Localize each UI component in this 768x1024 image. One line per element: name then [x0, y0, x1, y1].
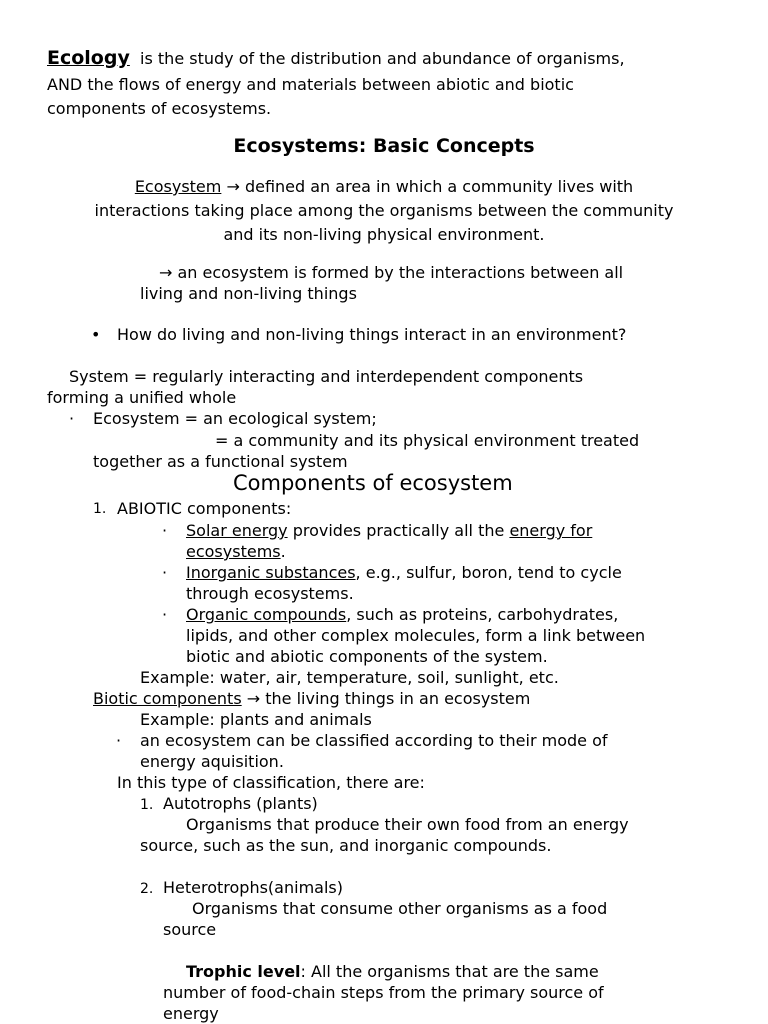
biotic-example: Example: plants and animals: [140, 710, 372, 729]
inorganic-substances-term: Inorganic substances: [186, 563, 356, 582]
autotrophs-label: Autotrophs (plants): [163, 794, 318, 813]
trophic-line-3: energy: [163, 1004, 219, 1023]
question-text: How do living and non-living things interact in an environment?: [117, 325, 627, 344]
classification-intro: In this type of classification, there are:: [117, 773, 425, 792]
ecosystem-def-text: → defined an area in which a community lives with: [226, 177, 634, 196]
heterotrophs-line-2: source: [163, 920, 217, 939]
abiotic-item-1-text: provides practically all the: [287, 521, 510, 540]
abiotic-label: ABIOTIC components:: [117, 499, 292, 518]
autotrophs-line-1: Organisms that produce their own food from an energy: [186, 815, 629, 834]
intro-line-3: components of ecosystems.: [47, 99, 272, 118]
trophic-line-1: [186, 961, 599, 982]
abiotic-item-3-text: , such as proteins, carbohydrates,: [346, 605, 619, 624]
ecosystem-bullet-line-2: = a community and its physical environment treated: [215, 431, 640, 450]
abiotic-number: 1.: [93, 501, 107, 517]
components-heading: Components of ecosystem: [233, 471, 513, 495]
abiotic-item-3-dot: ·: [162, 605, 168, 624]
abiotic-item-1-line-2: [186, 541, 286, 562]
heterotrophs-number: 2.: [140, 881, 154, 897]
abiotic-item-3-line-2: lipids, and other complex molecules, form a link between: [186, 626, 646, 645]
biotic-components-term: Biotic components: [93, 689, 242, 708]
ecosystem-def-line-2: interactions taking place among the organisms between the community: [94, 201, 674, 220]
abiotic-item-3-line-3: biotic and abiotic components of the system.: [186, 647, 548, 666]
heterotrophs-label: Heterotrophs(animals): [163, 878, 343, 897]
biotic-bullet-line-1: an ecosystem can be classified according to their mode of: [140, 731, 608, 750]
abiotic-item-2-text: , e.g., sulfur, boron, tend to cycle: [355, 563, 622, 582]
abiotic-item-1-dot: ·: [162, 521, 168, 540]
ecosystem-bullet-line-1: Ecosystem = an ecological system;: [93, 409, 377, 428]
ecosystem-term: Ecosystem: [134, 177, 222, 196]
ecosystem-bullet-dot: ·: [69, 409, 75, 428]
ecosystems-term: ecosystems: [186, 542, 281, 561]
intro-line-1: [47, 48, 625, 69]
abiotic-item-2-dot: ·: [162, 563, 168, 582]
abiotic-item-3-line-1: [186, 604, 618, 625]
autotrophs-line-2: source, such as the sun, and inorganic compounds.: [140, 836, 552, 855]
trophic-level-term: Trophic level: [186, 962, 301, 981]
intro-line-2: AND the flows of energy and materials between abiotic and biotic: [47, 75, 574, 94]
abiotic-example: Example: water, air, temperature, soil, sunlight, etc.: [140, 668, 559, 687]
biotic-def-text: → the living things in an ecosystem: [241, 689, 531, 708]
abiotic-item-2-line-1: [186, 562, 622, 583]
system-def-line-2: forming a unified whole: [47, 388, 237, 407]
heterotrophs-line-1: Organisms that consume other organisms as a food: [192, 899, 608, 918]
abiotic-item-1-line-1: [186, 520, 592, 541]
ecosystem-bullet-line-3: together as a functional system: [93, 452, 348, 471]
question-bullet-dot: •: [91, 325, 101, 344]
organic-compounds-term: Organic compounds: [186, 605, 347, 624]
autotrophs-number: 1.: [140, 797, 154, 813]
ecology-term: Ecology: [47, 47, 130, 69]
abiotic-item-2-line-2: through ecosystems.: [186, 584, 354, 603]
solar-energy-term: Solar energy: [186, 521, 288, 540]
biotic-line: [93, 688, 530, 709]
biotic-bullet-dot: ·: [116, 731, 122, 750]
trophic-def-text: : All the organisms that are the same: [300, 962, 599, 981]
biotic-bullet-line-2: energy aquisition.: [140, 752, 284, 771]
trophic-line-2: number of food-chain steps from the primary source of: [163, 983, 604, 1002]
arrow-note-line-2: living and non-living things: [140, 284, 357, 303]
abiotic-item-1-end: .: [280, 542, 286, 561]
arrow-note-line-1: → an ecosystem is formed by the interactions between all: [159, 263, 624, 282]
intro-text: is the study of the distribution and abundance of organisms,: [140, 49, 625, 68]
system-def-line-1: System = regularly interacting and interdependent components: [69, 367, 584, 386]
ecosystem-def-line-3: and its non-living physical environment.: [223, 225, 545, 244]
ecosystem-def-line-1: [0, 176, 768, 197]
energy-for-term: energy for: [509, 521, 593, 540]
page-heading: Ecosystems: Basic Concepts: [233, 135, 535, 157]
